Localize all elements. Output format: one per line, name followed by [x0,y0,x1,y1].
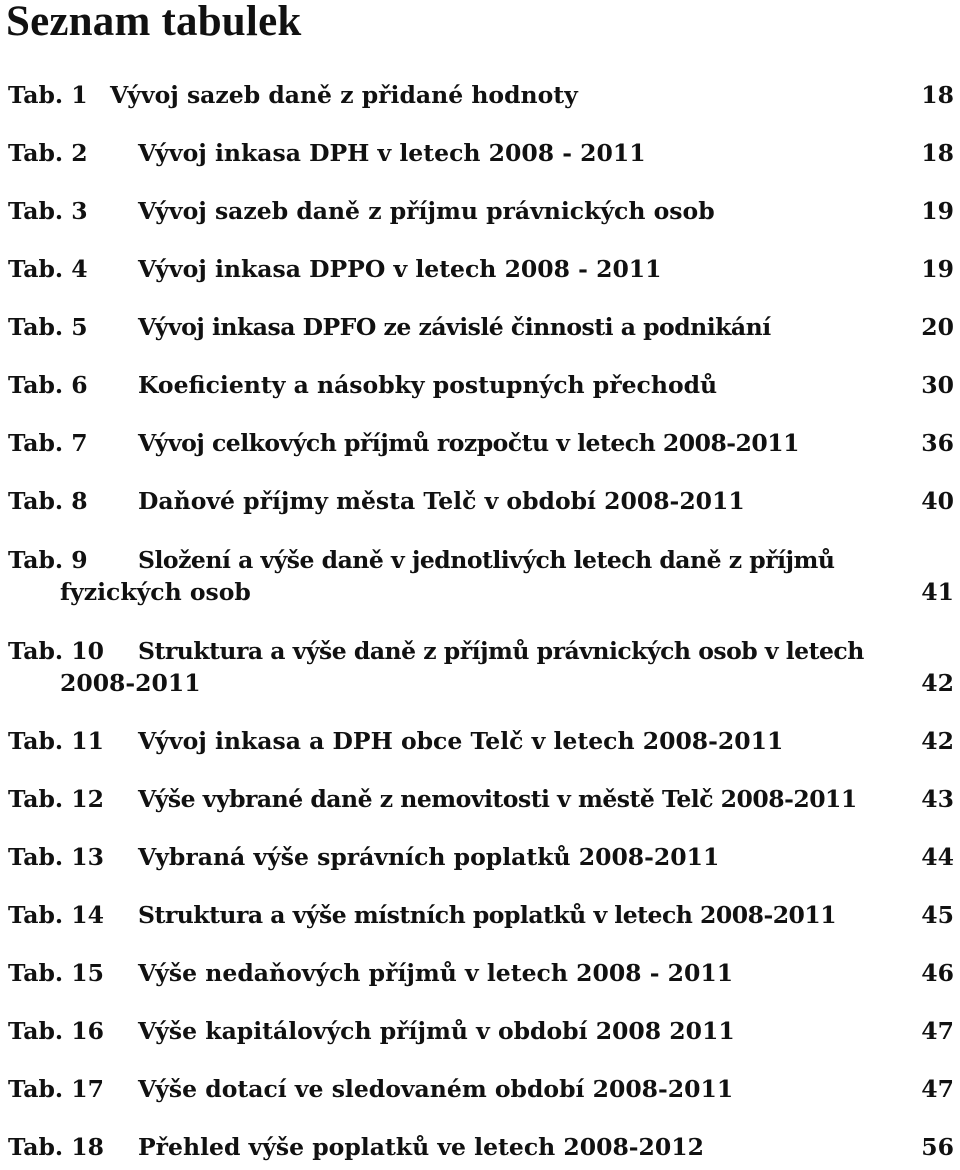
table-title-continuation: fyzických osob [60,578,251,606]
page-number: 41 [921,578,954,606]
table-label: Tab. 10 [8,637,104,665]
table-title: Daňové příjmy města Telč v období 2008-2011 [138,487,745,515]
table-label: Tab. 18 [8,1133,104,1161]
list-item [0,840,960,880]
table-title: Vývoj sazeb daně z příjmu právnických osob [138,197,715,225]
table-label: Tab. 7 [8,429,88,457]
table-label: Tab. 13 [8,843,104,871]
table-label: Tab. 3 [8,197,88,225]
page-number: 45 [921,901,954,929]
list-item [0,368,960,408]
list-item [0,724,960,764]
page-number: 47 [921,1017,954,1045]
table-label: Tab. 5 [8,313,88,341]
table-label: Tab. 17 [8,1075,104,1103]
page-number: 46 [921,959,954,987]
table-title: Vývoj sazeb daně z přidané hodnoty [110,81,578,109]
page-number: 30 [921,371,954,399]
list-item [0,426,960,466]
page-number: 18 [921,139,954,167]
list-item [0,1014,960,1054]
table-label: Tab. 9 [8,546,88,574]
table-title: Vývoj inkasa DPH v letech 2008 - 2011 [138,139,646,167]
table-title: Vývoj inkasa DPFO ze závislé činnosti a podnikání [138,313,771,341]
page-number: 19 [921,255,954,283]
table-title: Struktura a výše daně z příjmů právnických osob v letech [138,637,864,665]
list-item [0,1130,960,1170]
list-item [0,1072,960,1112]
table-title: Koeficienty a násobky postupných přechodů [138,371,718,399]
table-label: Tab. 11 [8,727,104,755]
table-label: Tab. 4 [8,255,88,283]
table-title: Výše dotací ve sledovaném období 2008-2011 [138,1075,734,1103]
page-number: 19 [921,197,954,225]
table-title: Složení a výše daně v jednotlivých letech daně z příjmů [138,546,835,574]
table-label: Tab. 15 [8,959,104,987]
table-title: Struktura a výše místních poplatků v letech 2008-2011 [138,901,837,929]
table-title: Vývoj celkových příjmů rozpočtu v letech 2008-2011 [138,429,799,457]
table-label: Tab. 6 [8,371,88,399]
list-item [0,898,960,938]
table-title: Výše vybrané daně z nemovitosti v městě Telč 2008-2011 [138,785,857,813]
page-number: 40 [921,487,954,515]
page-number: 43 [921,785,954,813]
page-title: Seznam tabulek [6,0,302,45]
table-title: Přehled výše poplatků ve letech 2008-2012 [138,1133,704,1161]
page-number: 20 [921,313,954,341]
table-label: Tab. 8 [8,487,88,515]
table-label: Tab. 16 [8,1017,104,1045]
table-label: Tab. 1 [8,81,88,109]
list-item [0,136,960,176]
table-title: Výše kapitálových příjmů v období 2008 2011 [138,1017,735,1045]
table-title: Vývoj inkasa DPPO v letech 2008 - 2011 [138,255,662,283]
table-label: Tab. 12 [8,785,104,813]
page-number: 47 [921,1075,954,1103]
list-item [0,252,960,292]
page-number: 56 [921,1133,954,1161]
page-number: 36 [921,429,954,457]
table-title: Výše nedaňových příjmů v letech 2008 - 2011 [138,959,734,987]
page-number: 42 [921,727,954,755]
list-item [0,310,960,350]
table-title-continuation: 2008-2011 [60,669,201,697]
list-item [0,956,960,996]
list-item [0,194,960,234]
page-number: 44 [921,843,954,871]
table-label: Tab. 14 [8,901,104,929]
table-label: Tab. 2 [8,139,88,167]
list-item [0,543,960,613]
list-item [0,634,960,704]
page-number: 18 [921,81,954,109]
page-number: 42 [921,669,954,697]
table-title: Vývoj inkasa a DPH obce Telč v letech 2008-2011 [138,727,784,755]
list-item [0,782,960,822]
list-item [0,484,960,524]
list-item [0,78,960,118]
table-title: Vybraná výše správních poplatků 2008-2011 [138,843,720,871]
